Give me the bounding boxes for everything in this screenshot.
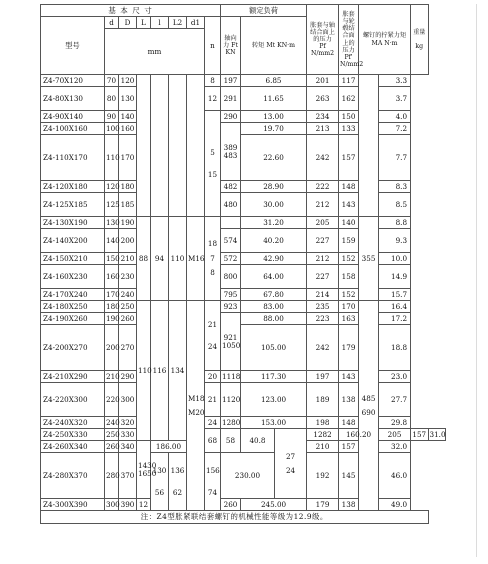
- cell-D: 230: [119, 265, 137, 289]
- cell-kg: 7.7: [379, 135, 411, 181]
- cell-d: 250: [106, 429, 120, 439]
- n-value: 27: [285, 451, 296, 461]
- cell-model: Z4-190X260: [41, 313, 105, 325]
- cell-ft: 1280: [222, 417, 241, 427]
- cell-pf2: 117: [339, 75, 359, 87]
- table-row: [41, 217, 446, 229]
- header-D: D: [119, 17, 137, 29]
- cell-ft: 290: [221, 111, 241, 123]
- cell-D: 160: [119, 123, 137, 135]
- cell-ft: 389 483: [221, 123, 241, 181]
- cell-D: 210: [119, 253, 137, 265]
- cell-model: Z4-180X250: [41, 301, 105, 313]
- cell-pf: 222: [307, 181, 339, 193]
- table-row: [41, 253, 446, 265]
- table-row: [41, 193, 446, 217]
- header-sleeve-shaft-pressure-text: 胀套与轴结合面上的压力: [310, 21, 335, 43]
- cell-model: Z4-125X185: [41, 193, 105, 217]
- cell-kg: 31.0: [429, 429, 446, 439]
- cell-D: 170: [119, 135, 137, 181]
- cell-model: Z4-300X390: [41, 499, 105, 511]
- cell-L2: 40.8: [241, 429, 275, 453]
- cell-mt: 245.00: [241, 499, 307, 511]
- d1-value: M18: [188, 393, 205, 403]
- cell-pf: 242: [307, 135, 339, 181]
- cell-d: 200: [105, 325, 119, 371]
- table-row: [41, 265, 446, 289]
- cell-mt: 31.20: [241, 217, 307, 229]
- cell-model: Z4-200X270: [41, 325, 105, 371]
- table-row: [41, 371, 446, 383]
- cell-model: Z4-120X180: [41, 181, 105, 193]
- table-row: [41, 313, 446, 325]
- cell-mt: 42.90: [241, 253, 307, 265]
- table-row: [41, 87, 446, 111]
- cell-l: [169, 453, 187, 511]
- L2-value: 156: [206, 466, 220, 476]
- cell-pf2: 152: [339, 289, 359, 301]
- L-value: 130: [152, 466, 167, 476]
- cell-n: 20: [205, 371, 221, 383]
- cell-d1: M16: [187, 217, 205, 301]
- cell-pf2: 179: [339, 325, 359, 371]
- cell-ft: 260: [221, 499, 241, 511]
- cell-d: 110: [105, 135, 119, 181]
- cell-kg: 46.0: [379, 453, 411, 499]
- n-value: 8: [210, 268, 215, 278]
- cell-model: Z4-280X370: [41, 453, 105, 499]
- cell-kg: 29.8: [379, 417, 411, 429]
- cell-model: Z4-240X320: [41, 417, 105, 429]
- cell-D: 260: [119, 313, 137, 325]
- cell-d: 140: [105, 229, 119, 253]
- cell-kg: 17.2: [379, 313, 411, 325]
- cell-mt: 30.00: [241, 193, 307, 217]
- cell-d: 280: [105, 453, 119, 499]
- header-row-1: [41, 5, 446, 17]
- cell-pf: 242: [307, 325, 339, 371]
- cell-pf2: 138: [339, 383, 359, 417]
- spec-table: [40, 4, 446, 524]
- cell-d: 180: [106, 301, 120, 311]
- cell-d: 210: [106, 371, 120, 381]
- cell-ft: 1118: [222, 371, 241, 381]
- cell-pf: 223: [307, 313, 339, 325]
- cell-D: 240: [119, 289, 137, 301]
- cell-pf2: 145: [339, 453, 359, 499]
- table-row: [41, 499, 446, 511]
- cell-kg: 32.0: [379, 441, 411, 453]
- note-row: [41, 511, 446, 524]
- cell-pf2: 157: [412, 429, 427, 439]
- cell-ft: 923: [221, 301, 241, 313]
- cell-mt: 123.00: [241, 383, 307, 417]
- cell-l: 94: [151, 217, 169, 301]
- cell-D: 290: [119, 371, 137, 383]
- cell-D: 390: [119, 499, 137, 511]
- cell-model: Z4-260X340: [41, 441, 105, 453]
- table-row: [41, 417, 446, 429]
- cell-pf: 205: [307, 217, 339, 229]
- cell-l: 58: [221, 429, 241, 453]
- cell-kg: 23.0: [379, 371, 411, 383]
- cell-L: [137, 75, 151, 217]
- cell-pf: 210: [307, 441, 339, 453]
- cell-ft: 795: [221, 289, 241, 301]
- cell-pf2: 152: [339, 253, 359, 265]
- header-rated-load: 额定负荷: [221, 5, 307, 17]
- cell-mt: 83.00: [241, 301, 307, 313]
- cell-ft: 1282: [307, 429, 339, 441]
- cell-d: 150: [106, 253, 120, 263]
- cell-kg: 9.3: [379, 229, 411, 253]
- cell-d: 220: [105, 383, 119, 417]
- cell-kg: 4.0: [379, 111, 411, 123]
- cell-L2: [169, 75, 187, 217]
- cell-pf2: 143: [339, 371, 359, 383]
- cell-pf: 179: [307, 499, 339, 511]
- cell-pf2: 148: [339, 181, 359, 193]
- cell-d: 120: [106, 181, 120, 191]
- cell-model: Z4-250X330: [41, 429, 105, 441]
- cell-pf: 212: [307, 253, 339, 265]
- n-value: 21: [207, 320, 218, 330]
- cell-pf: 192: [307, 453, 339, 499]
- cell-ft: 1430 1650: [137, 441, 151, 499]
- cell-mt: 13.00: [241, 111, 307, 123]
- cell-d: 130: [106, 217, 120, 227]
- ma-value: 485: [361, 393, 376, 403]
- cell-n: 12: [137, 499, 151, 511]
- cell-d: 100: [106, 123, 120, 133]
- cell-pf2: 150: [339, 111, 359, 123]
- table-row: [41, 135, 446, 181]
- cell-L2: 134: [169, 301, 187, 441]
- table-row: [41, 111, 446, 123]
- cell-pf: 205: [379, 429, 411, 441]
- cell-ma: [359, 75, 379, 217]
- cell-mt: 88.00: [241, 313, 307, 325]
- cell-n: [205, 217, 221, 301]
- n-value: 18: [207, 239, 218, 249]
- table-row: [41, 301, 446, 313]
- cell-d: 300: [106, 499, 120, 509]
- cell-pf: 213: [307, 123, 339, 135]
- cell-kg: 14.9: [379, 265, 411, 289]
- header-kg: kg: [415, 43, 424, 51]
- cell-D: 140: [119, 111, 137, 123]
- cell-d: 170: [106, 289, 120, 299]
- cell-kg: 10.0: [379, 253, 411, 265]
- cell-d: 125: [105, 193, 119, 217]
- cell-n: 21: [205, 383, 221, 417]
- header-l: l: [151, 17, 169, 29]
- cell-d: 160: [105, 265, 119, 289]
- cell-d: 70: [105, 75, 119, 87]
- cell-pf: 235: [307, 301, 339, 313]
- header-weight-text: 重量: [413, 28, 426, 36]
- header-d1: d1: [187, 17, 205, 29]
- cell-ft: 1120: [221, 383, 241, 417]
- cell-n: 24: [205, 417, 221, 429]
- cell-D: 190: [119, 217, 137, 229]
- footnote: 注：Z4型胀紧联结套螺钉的机械性能等级为12.9级。: [41, 511, 429, 524]
- cell-pf2: 140: [339, 217, 359, 229]
- header-screw-torque-text: 螺钉的拧紧力矩: [362, 32, 407, 40]
- table-row: [41, 229, 446, 253]
- header-sleeve-hub-pressure: [339, 5, 364, 75]
- cell-L: 110: [137, 301, 151, 441]
- cell-ft: 480: [221, 193, 241, 217]
- cell-pf: 263: [307, 87, 339, 111]
- table-row: [41, 75, 446, 87]
- cell-kg: 3.7: [379, 87, 411, 111]
- cell-pf2: 148: [339, 417, 359, 429]
- cell-kg: 18.8: [379, 325, 411, 371]
- cell-n: 12: [205, 87, 221, 111]
- table-row: [41, 453, 446, 499]
- cell-model: Z4-90X140: [41, 111, 105, 123]
- cell-d1: [187, 75, 205, 217]
- cell-mt: 28.90: [241, 181, 307, 193]
- cell-pf2: 162: [339, 87, 359, 111]
- cell-pf2: 158: [339, 265, 359, 289]
- cell-model: Z4-80X130: [41, 87, 105, 111]
- cell-model: Z4-70X120: [41, 75, 105, 87]
- table-row: [41, 181, 446, 193]
- cell-pf: 234: [307, 111, 339, 123]
- cell-model: Z4-160X230: [41, 265, 105, 289]
- cell-pf: 201: [307, 75, 339, 87]
- cell-mt: 105.00: [241, 325, 307, 371]
- L-value: 56: [154, 487, 165, 497]
- cell-model: Z4-150X210: [41, 253, 105, 265]
- cell-mt: 230.00: [221, 453, 275, 499]
- cell-mt: 40.20: [241, 229, 307, 253]
- ma-value: 690: [361, 408, 376, 418]
- cell-pf2: 163: [339, 313, 359, 325]
- table-row: [41, 123, 446, 135]
- cell-pf2: 143: [339, 193, 359, 217]
- header-L2: L2: [169, 17, 187, 29]
- cell-pf: 227: [307, 265, 339, 289]
- table-row: [41, 289, 446, 301]
- cell-kg: 7.2: [379, 123, 411, 135]
- cell-pf2: 157: [339, 441, 359, 453]
- l-value: 136: [170, 466, 185, 476]
- n-value: 5: [210, 148, 215, 158]
- cell-mt: 117.30: [241, 371, 307, 383]
- right-border-line: [476, 4, 477, 557]
- cell-pf: 212: [307, 193, 339, 217]
- cell-kg: 8.5: [379, 193, 411, 217]
- cell-mt: 19.70: [241, 123, 307, 135]
- cell-ma: 355: [359, 217, 379, 301]
- header-L: L: [137, 17, 151, 29]
- cell-model: Z4-110X170: [41, 135, 105, 181]
- cell-d: 240: [106, 417, 120, 427]
- L2-value: 74: [207, 487, 218, 497]
- cell-kg: 8.3: [379, 181, 411, 193]
- cell-pf2: 138: [339, 499, 359, 511]
- table-row: [41, 383, 446, 417]
- header-torque: 转矩 Mt KN·m: [241, 17, 307, 75]
- cell-pf: 197: [307, 371, 339, 383]
- cell-d: 190: [106, 313, 120, 323]
- header-screw-torque: [359, 5, 411, 75]
- cell-D: 120: [119, 75, 137, 87]
- cell-ft: 197: [221, 75, 241, 87]
- cell-D: 320: [119, 417, 137, 429]
- cell-ma: [359, 301, 379, 511]
- cell-l: 116: [151, 301, 169, 441]
- cell-mt: 11.65: [241, 87, 307, 111]
- cell-pf2: 157: [339, 135, 359, 181]
- header-model: 型号: [41, 17, 105, 75]
- cell-L: 68: [205, 429, 221, 453]
- spec-table-frame: [40, 4, 480, 557]
- cell-pf2: 133: [339, 123, 359, 135]
- cell-model: Z4-140X200: [41, 229, 105, 253]
- cell-D: 180: [119, 181, 137, 193]
- header-n: n: [205, 17, 221, 75]
- cell-D: 340: [119, 441, 137, 453]
- n-value: 24: [207, 341, 218, 351]
- cell-model: Z4-130X190: [41, 217, 105, 229]
- cell-n: [275, 429, 307, 499]
- header-basic-dims: 基 本 尺 寸: [41, 5, 221, 17]
- cell-n: 8: [205, 75, 221, 87]
- cell-ft: 921 1050: [221, 313, 241, 371]
- header-sleeve-shaft-pressure: [307, 5, 339, 75]
- cell-ft: 291: [221, 87, 241, 111]
- cell-D: 370: [119, 453, 137, 499]
- cell-D: 200: [119, 229, 137, 253]
- header-ma: MA N·m: [371, 39, 398, 47]
- header-pf2: Pf' N/mm2: [340, 53, 364, 68]
- cell-mt: 186.00: [151, 441, 187, 453]
- cell-L: 88: [137, 217, 151, 301]
- cell-pf: 189: [307, 383, 339, 417]
- cell-ft: 572: [221, 253, 241, 265]
- cell-kg: 16.4: [379, 301, 411, 313]
- cell-pf: 198: [307, 417, 339, 429]
- cell-D: 130: [119, 87, 137, 111]
- cell-n: [205, 111, 221, 217]
- cell-ft: 800: [221, 265, 241, 289]
- cell-D: 330: [119, 429, 137, 441]
- n-value: 24: [285, 466, 296, 476]
- cell-kg: 27.7: [379, 383, 411, 417]
- cell-mt: 67.80: [241, 289, 307, 301]
- cell-mt: 64.00: [241, 265, 307, 289]
- cell-mt: 153.00: [241, 417, 307, 429]
- cell-d: 80: [105, 87, 119, 111]
- l-value: 62: [172, 487, 183, 497]
- header-mm: mm: [105, 29, 205, 75]
- cell-D: 250: [119, 301, 137, 313]
- cell-mt: 6.85: [241, 75, 307, 87]
- cell-mt: 22.60: [241, 135, 307, 181]
- d1-value: M20: [188, 408, 205, 418]
- cell-l: [151, 75, 169, 217]
- cell-ft: [221, 217, 241, 229]
- cell-model: Z4-220X300: [41, 383, 105, 417]
- cell-model: Z4-210X290: [41, 371, 105, 383]
- cell-pf2: 170: [339, 301, 359, 313]
- header-weight: [411, 5, 428, 75]
- cell-d: 260: [106, 441, 120, 451]
- cell-kg: 15.7: [379, 289, 411, 301]
- n-value: 7: [210, 253, 215, 263]
- cell-L2: 110: [169, 217, 187, 301]
- cell-D: 185: [119, 193, 137, 217]
- n-value: 15: [207, 169, 218, 179]
- header-d: d: [105, 17, 119, 29]
- cell-mt: 160.20: [339, 429, 379, 441]
- header-pf: Pf N/mm2: [310, 43, 335, 58]
- header-sleeve-hub-pressure-text: 胀套与轮毂结合面上的压力: [342, 11, 355, 54]
- cell-pf: 227: [307, 229, 339, 253]
- cell-ft: 482: [221, 181, 241, 193]
- cell-kg: 8.8: [379, 217, 411, 229]
- cell-L2: [205, 453, 221, 511]
- cell-ft: 574: [221, 229, 241, 253]
- cell-d: 90: [105, 111, 119, 123]
- table-row: [41, 429, 446, 441]
- header-axial-force: 轴向力 Ft KN: [221, 17, 241, 75]
- cell-d1: [187, 301, 205, 511]
- cell-model: Z4-100X160: [41, 123, 105, 135]
- cell-D: 300: [119, 383, 137, 417]
- cell-model: Z4-170X240: [41, 289, 105, 301]
- cell-D: 270: [119, 325, 137, 371]
- cell-n: [205, 301, 221, 371]
- table-row: [41, 325, 446, 371]
- cell-kg: 3.3: [379, 75, 411, 87]
- cell-pf: 214: [307, 289, 339, 301]
- cell-pf2: 159: [339, 229, 359, 253]
- cell-kg: 49.0: [379, 499, 411, 511]
